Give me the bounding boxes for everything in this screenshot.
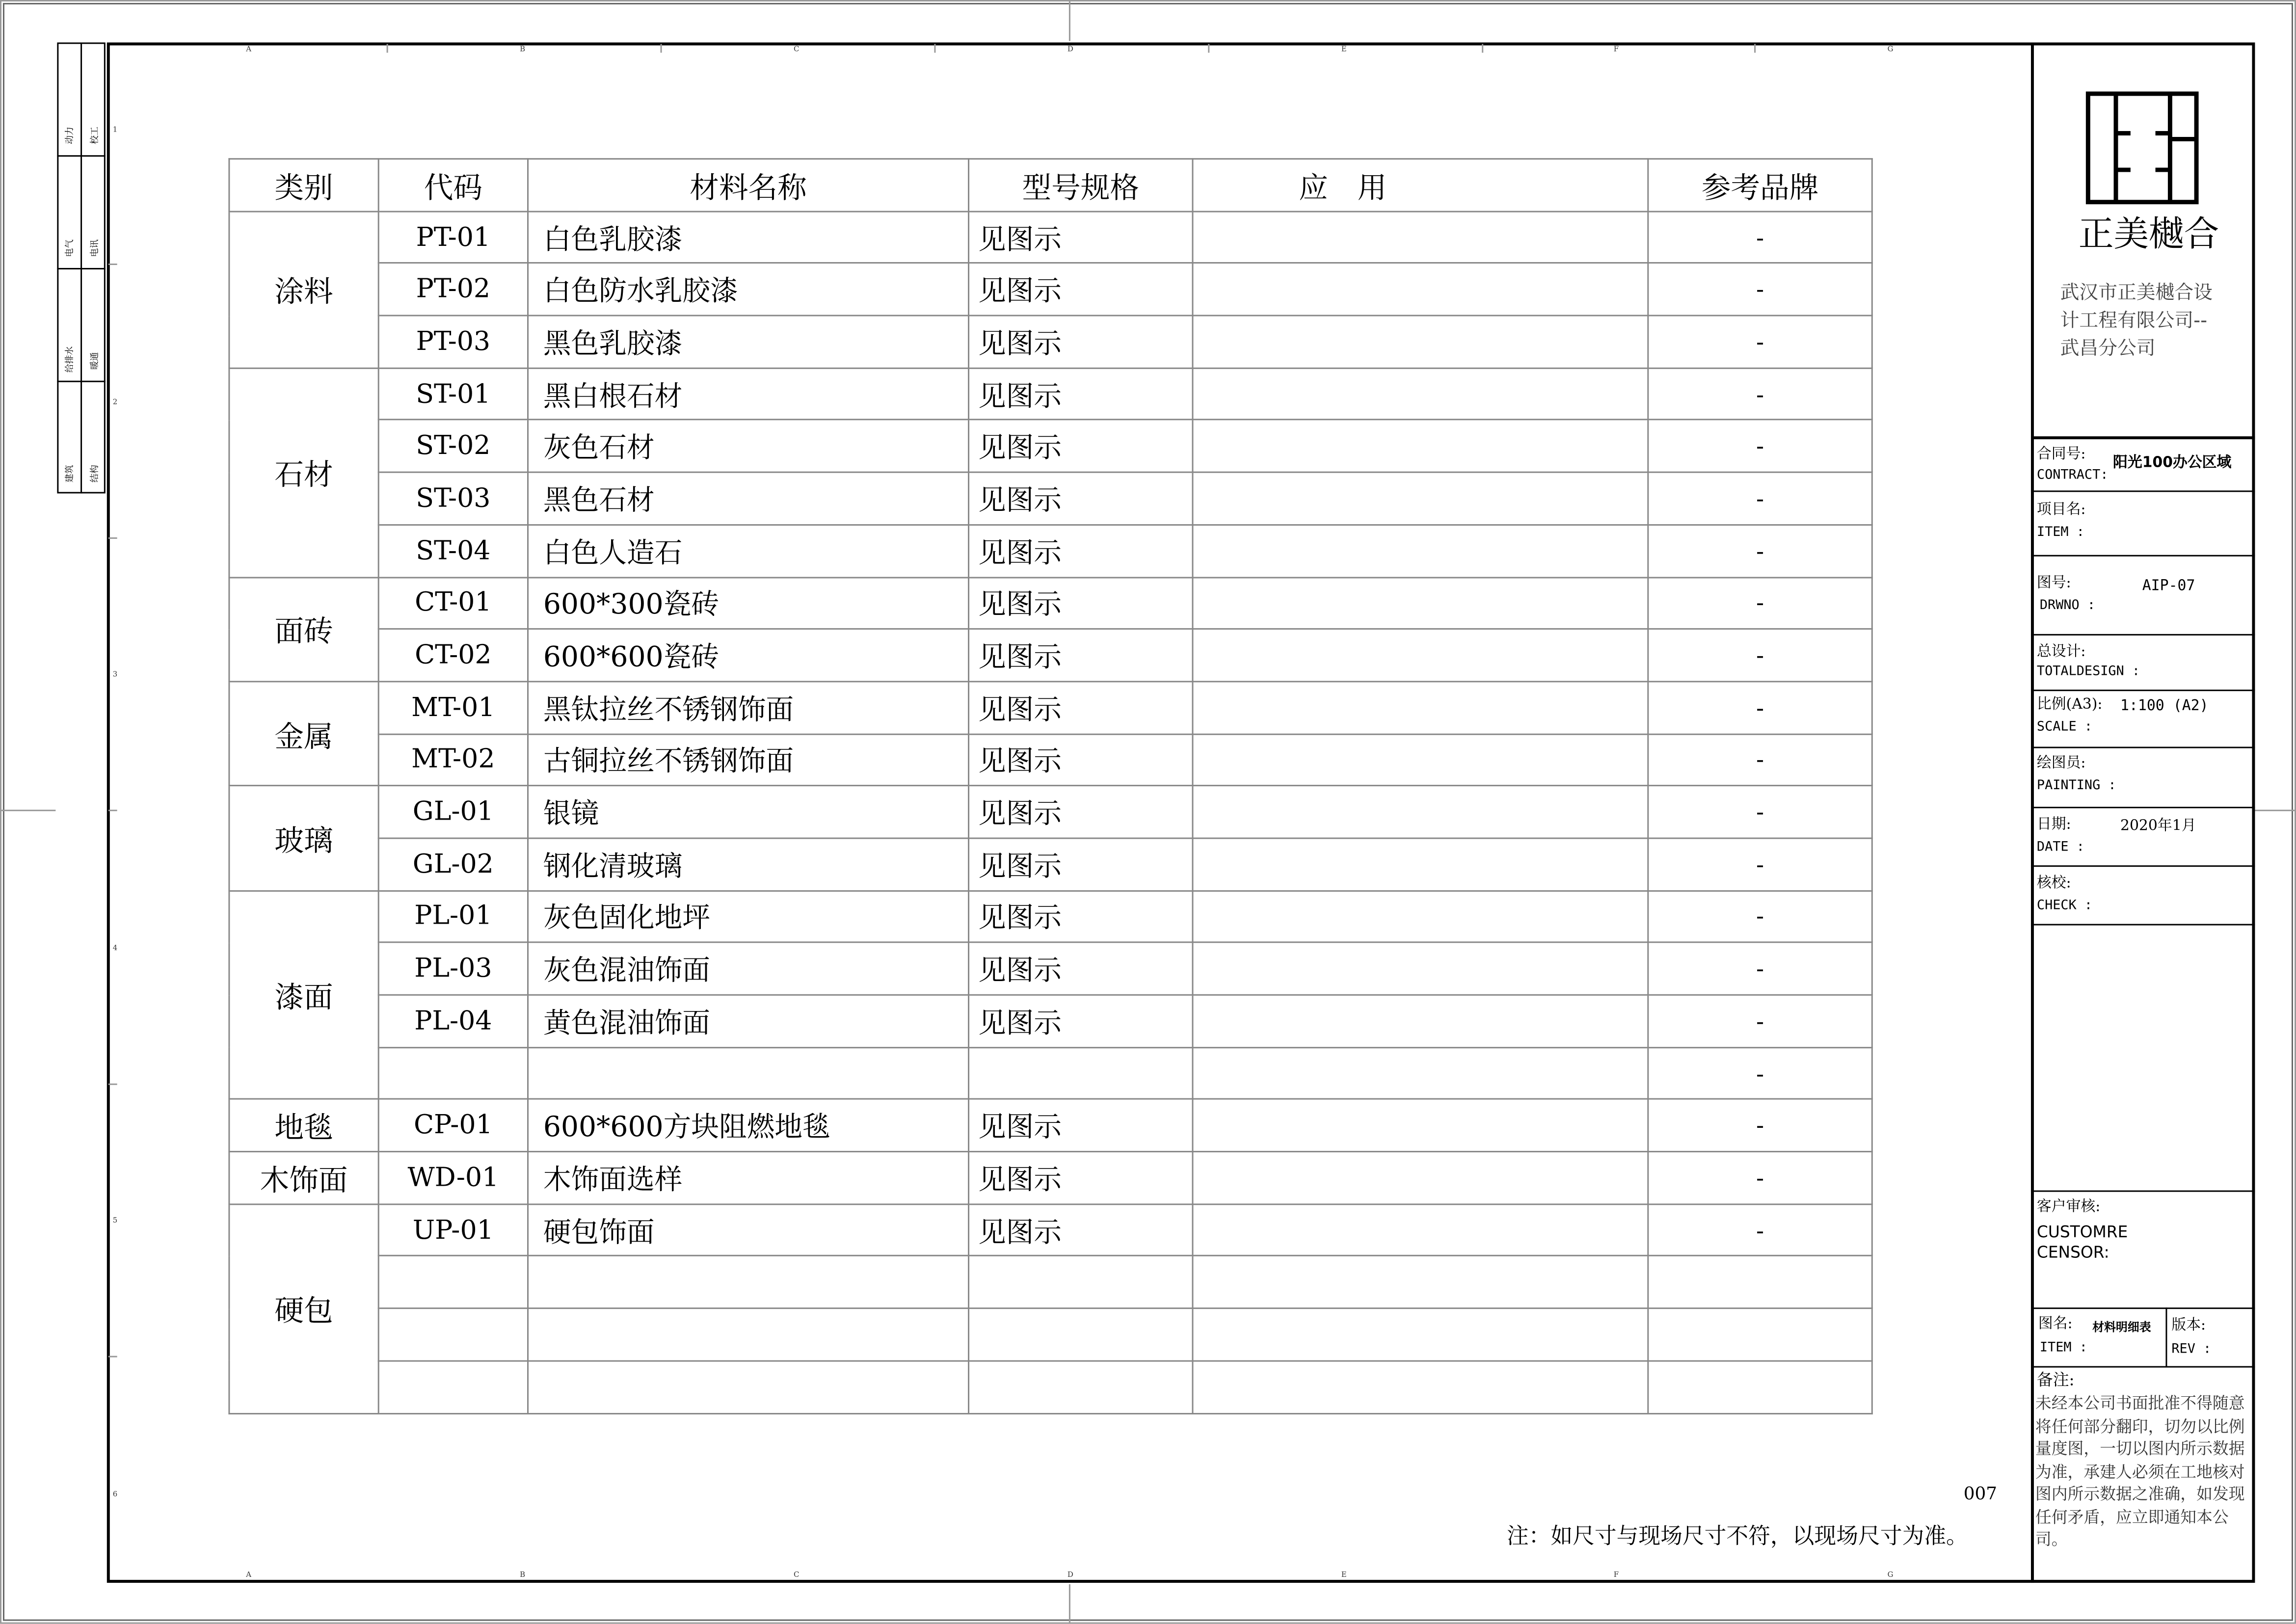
drwno-en: DRWNO : [2039, 599, 2096, 614]
cell-category: 地毯 [229, 1099, 378, 1151]
cell-brand: - [1648, 629, 1872, 681]
cell-spec: 见图示 [969, 420, 1193, 472]
item-en: ITEM : [2036, 526, 2084, 540]
logo-text: 正美樾合 [2078, 213, 2219, 255]
cell-name: 银镜 [528, 786, 969, 838]
tb-rule [2031, 1191, 2255, 1192]
tb-rule [2031, 490, 2255, 492]
strip-label: 建筑 [65, 465, 76, 483]
cell-code: PT-02 [378, 264, 528, 316]
cell-spec [969, 1308, 1193, 1360]
ruler-letter: B [520, 1571, 526, 1580]
painting-en: PAINTING : [2036, 779, 2116, 794]
cell-spec: 见图示 [969, 473, 1193, 525]
strip-label: 动力 [65, 127, 76, 144]
cell-category: 金属 [229, 681, 378, 786]
ruler-tick [108, 537, 117, 539]
company-name-line: 计工程有限公司-- [2060, 310, 2208, 333]
cell-usage [1193, 734, 1648, 786]
scale-en: SCALE : [2036, 720, 2093, 735]
cell-name: 600*600方块阻燃地毯 [528, 1099, 969, 1151]
cell-spec: 见图示 [969, 1099, 1193, 1151]
tb-rule [2031, 807, 2255, 808]
drwno-value: AIP-07 [2142, 578, 2195, 595]
tb-rule [2031, 747, 2255, 748]
ruler-letter: A [246, 1571, 252, 1580]
cell-usage [1193, 473, 1648, 525]
table-row [229, 1204, 1872, 1256]
ruler-number: 4 [112, 944, 118, 954]
cell-code: GL-02 [378, 838, 528, 890]
cell-brand: - [1648, 943, 1872, 995]
table-row [229, 943, 1872, 995]
cell-spec: 见图示 [969, 681, 1193, 733]
company-name-line: 武汉市正美樾合设 [2060, 282, 2213, 305]
customer-en-1: CUSTOMRE [2036, 1223, 2128, 1242]
cell-name [528, 1256, 969, 1308]
ruler-letter: F [1613, 1571, 1619, 1580]
ruler-number: 5 [112, 1217, 118, 1226]
table-row [229, 995, 1872, 1047]
table-row [229, 734, 1872, 786]
cell-code: PL-03 [378, 943, 528, 995]
table-row [229, 473, 1872, 525]
figname-label: 图名: [2038, 1316, 2073, 1332]
cell-name: 木饰面选样 [528, 1152, 969, 1204]
painting-label: 绘图员: [2036, 755, 2086, 772]
cell-code: MT-02 [378, 734, 528, 786]
sheet-number: 007 [1963, 1483, 1998, 1504]
tb-rule [2031, 865, 2255, 867]
table-row [229, 1099, 1872, 1151]
cell-usage [1193, 211, 1648, 263]
ruler-letter: B [520, 45, 526, 54]
cell-category: 木饰面 [229, 1152, 378, 1204]
strip-divider [57, 268, 105, 269]
cell-category: 石材 [229, 368, 378, 577]
header-code: 代码 [378, 159, 528, 211]
strip-label: 暖通 [90, 352, 101, 370]
strip-divider [57, 381, 105, 382]
tb-rule [2031, 634, 2255, 636]
ruler-number: 2 [112, 398, 118, 407]
cell-name: 白色人造石 [528, 525, 969, 577]
center-mark-top [1069, 0, 1070, 41]
cell-usage [1193, 995, 1648, 1047]
item-label: 项目名: [2036, 502, 2086, 519]
ruler-letter: F [1613, 45, 1619, 54]
cell-code: CP-01 [378, 1099, 528, 1151]
cell-name: 白色防水乳胶漆 [528, 264, 969, 316]
center-mark-left [0, 810, 55, 811]
strip-label: 给排水 [65, 346, 76, 373]
cell-code: ST-01 [378, 368, 528, 420]
cell-usage [1193, 786, 1648, 838]
cell-code: PL-04 [378, 995, 528, 1047]
cell-brand: - [1648, 786, 1872, 838]
table-row [229, 525, 1872, 577]
cell-name: 灰色石材 [528, 420, 969, 472]
strip-label: 电气 [65, 239, 76, 257]
ruler-letter: C [794, 45, 800, 54]
cell-brand [1648, 1308, 1872, 1360]
tb-rule [2031, 555, 2255, 557]
cell-spec: 见图示 [969, 995, 1193, 1047]
cell-name: 古铜拉丝不锈钢饰面 [528, 734, 969, 786]
remarks-text: 未经本公司书面批准不得随意将任何部分翻印，切勿以比例量度图，一切以图内所示数据为准，承建人必须在工地核对图内所示数据之准确，如发现任何矛盾，应立即通知本公司。 [2035, 1394, 2245, 1549]
cell-name: 黄色混油饰面 [528, 995, 969, 1047]
customer-en-2: CENSOR: [2036, 1243, 2109, 1262]
total-design-label: 总设计: [2036, 644, 2086, 661]
cell-usage [1193, 1256, 1648, 1308]
cell-brand: - [1648, 211, 1872, 263]
cell-spec: 见图示 [969, 211, 1193, 263]
cell-usage [1193, 681, 1648, 733]
cell-brand: - [1648, 473, 1872, 525]
ruler-tick [108, 810, 117, 811]
cell-code: ST-04 [378, 525, 528, 577]
contract-value: 阳光100办公区域 [2113, 455, 2232, 472]
cell-code [378, 1256, 528, 1308]
materials-table [228, 158, 1872, 1413]
cell-name: 硬包饰面 [528, 1204, 969, 1256]
cell-usage [1193, 420, 1648, 472]
table-row [229, 368, 1872, 420]
cell-brand: - [1648, 1099, 1872, 1151]
cell-brand: - [1648, 264, 1872, 316]
ruler-number: 6 [112, 1491, 118, 1500]
ruler-letter: G [1887, 45, 1894, 54]
table-row [229, 316, 1872, 368]
cell-name [528, 1308, 969, 1360]
ruler-letter: E [1341, 45, 1347, 54]
cell-spec: 见图示 [969, 786, 1193, 838]
header-name: 材料名称 [528, 159, 969, 211]
figname-value: 材料明细表 [2092, 1321, 2151, 1334]
table-row [229, 1308, 1872, 1360]
scale-value: 1:100 (A2) [2120, 698, 2209, 715]
cell-code: PL-01 [378, 890, 528, 942]
ruler-letter: D [1067, 45, 1073, 54]
tb-rule [2031, 1366, 2255, 1368]
check-en: CHECK : [2036, 899, 2093, 914]
cell-code: CT-02 [378, 629, 528, 681]
cell-code: CT-01 [378, 577, 528, 629]
ruler-letter: C [794, 1571, 800, 1580]
cell-code [378, 1308, 528, 1360]
date-en: DATE : [2036, 840, 2084, 855]
cell-brand [1648, 1256, 1872, 1308]
cell-code: WD-01 [378, 1152, 528, 1204]
table-row [229, 211, 1872, 263]
cell-spec: 见图示 [969, 734, 1193, 786]
cell-usage [1193, 1308, 1648, 1360]
tb-rule [2031, 436, 2255, 439]
ruler-letter: E [1341, 1571, 1347, 1580]
cell-spec: 见图示 [969, 577, 1193, 629]
cell-category: 涂料 [229, 211, 378, 368]
strip-divider [57, 155, 105, 157]
cell-spec: 见图示 [969, 316, 1193, 368]
cell-spec: 见图示 [969, 943, 1193, 995]
ruler-letter: A [246, 45, 252, 54]
cell-name [528, 1047, 969, 1099]
cell-spec: 见图示 [969, 838, 1193, 890]
cell-code: PT-03 [378, 316, 528, 368]
cell-brand: - [1648, 890, 1872, 942]
cell-spec: 见图示 [969, 1204, 1193, 1256]
cell-brand: - [1648, 1152, 1872, 1204]
rev-label: 版本: [2171, 1318, 2206, 1334]
ruler-number: 1 [112, 126, 118, 135]
cell-brand: - [1648, 368, 1872, 420]
cell-usage [1193, 1152, 1648, 1204]
cell-spec: 见图示 [969, 890, 1193, 942]
ruler-tick [1208, 44, 1209, 53]
cell-usage [1193, 1361, 1648, 1413]
materials-table-body [229, 211, 1872, 1413]
ruler-tick [1754, 44, 1756, 53]
ruler-number: 3 [112, 670, 118, 680]
total-design-en: TOTALDESIGN : [2036, 665, 2140, 680]
ruler-tick [934, 44, 935, 53]
cell-name: 黑色石材 [528, 473, 969, 525]
scale-label: 比例(A3): [2036, 697, 2103, 713]
cell-brand: - [1648, 734, 1872, 786]
cell-name: 灰色固化地坪 [528, 890, 969, 942]
contract-en: CONTRACT: [2036, 468, 2109, 483]
date-value: 2020年1月 [2120, 818, 2196, 835]
header-spec: 型号规格 [969, 159, 1193, 211]
cell-code [378, 1047, 528, 1099]
company-name [2060, 280, 2213, 363]
ruler-tick [108, 1084, 117, 1085]
drwno-label: 图号: [2036, 575, 2071, 592]
ruler-letter: D [1067, 1571, 1073, 1580]
cell-name: 黑白根石材 [528, 368, 969, 420]
date-label: 日期: [2036, 817, 2071, 833]
ruler-tick [661, 44, 662, 53]
cell-brand [1648, 1361, 1872, 1413]
cell-usage [1193, 1099, 1648, 1151]
tb-rule [2165, 1307, 2167, 1366]
ruler-tick [108, 264, 117, 265]
cell-spec: 见图示 [969, 1152, 1193, 1204]
strip-label: 结构 [90, 465, 101, 483]
ruler-tick [387, 44, 388, 53]
table-header-row [229, 159, 1872, 211]
cell-name: 灰色混油饰面 [528, 943, 969, 995]
strip-label: 电讯 [90, 239, 101, 257]
cell-category: 漆面 [229, 890, 378, 1099]
table-row [229, 681, 1872, 733]
table-row [229, 1256, 1872, 1308]
cell-spec: 见图示 [969, 629, 1193, 681]
cell-code: GL-01 [378, 786, 528, 838]
cell-name: 600*300瓷砖 [528, 577, 969, 629]
cell-brand: - [1648, 995, 1872, 1047]
tb-rule [2031, 1307, 2255, 1309]
cell-brand: - [1648, 420, 1872, 472]
title-block-divider [2031, 43, 2034, 1583]
table-row [229, 786, 1872, 838]
cell-usage [1193, 525, 1648, 577]
cell-name: 黑钛拉丝不锈钢饰面 [528, 681, 969, 733]
cell-usage [1193, 577, 1648, 629]
cell-usage [1193, 890, 1648, 942]
cell-category: 玻璃 [229, 786, 378, 890]
table-row [229, 629, 1872, 681]
cell-usage [1193, 838, 1648, 890]
cell-brand: - [1648, 838, 1872, 890]
cell-name: 黑色乳胶漆 [528, 316, 969, 368]
table-row [229, 420, 1872, 472]
strip-label: 校工 [90, 127, 101, 144]
check-label: 核校: [2036, 876, 2071, 892]
rev-en: REV : [2171, 1342, 2212, 1358]
table-row [229, 1361, 1872, 1413]
ruler-letter: G [1887, 1571, 1894, 1580]
ruler-tick [108, 1356, 117, 1358]
cell-usage [1193, 264, 1648, 316]
contract-label: 合同号: [2036, 446, 2086, 463]
header-category: 类别 [229, 159, 378, 211]
cell-brand: - [1648, 681, 1872, 733]
cell-code: UP-01 [378, 1204, 528, 1256]
company-logo-icon [2085, 91, 2199, 205]
header-brand: 参考品牌 [1648, 159, 1872, 211]
tb-rule [2031, 690, 2255, 691]
cell-usage [1193, 316, 1648, 368]
cell-spec: 见图示 [969, 264, 1193, 316]
cell-usage [1193, 943, 1648, 995]
dimension-note: 注：如尺寸与现场尺寸不符，以现场尺寸为准。 [1506, 1522, 1968, 1549]
tb-rule [2031, 924, 2255, 926]
cell-category: 面砖 [229, 577, 378, 681]
cell-code: ST-02 [378, 420, 528, 472]
cell-code [378, 1361, 528, 1413]
header-usage: 应 用 [1193, 159, 1648, 211]
cell-usage [1193, 629, 1648, 681]
company-name-line: 武昌分公司 [2060, 338, 2156, 360]
cell-brand: - [1648, 316, 1872, 368]
center-mark-right [2255, 810, 2296, 811]
table-row [229, 890, 1872, 942]
cell-spec: 见图示 [969, 525, 1193, 577]
cell-brand: - [1648, 1047, 1872, 1099]
cell-code: MT-01 [378, 681, 528, 733]
cell-brand: - [1648, 577, 1872, 629]
table-row [229, 838, 1872, 890]
ruler-tick [1482, 44, 1483, 53]
cell-category: 硬包 [229, 1204, 378, 1413]
remarks-label: 备注: [2036, 1370, 2075, 1390]
figname-en: ITEM : [2039, 1341, 2087, 1356]
cell-brand: - [1648, 525, 1872, 577]
cell-name [528, 1361, 969, 1413]
cell-brand: - [1648, 1204, 1872, 1256]
cell-code: PT-01 [378, 211, 528, 263]
table-row [229, 577, 1872, 629]
cell-usage [1193, 1047, 1648, 1099]
table-row [229, 1152, 1872, 1204]
customer-label: 客户审核: [2036, 1199, 2101, 1216]
cell-name: 钢化清玻璃 [528, 838, 969, 890]
cell-usage [1193, 368, 1648, 420]
cell-spec [969, 1047, 1193, 1099]
table-row [229, 264, 1872, 316]
table-row [229, 1047, 1872, 1099]
cell-name: 600*600瓷砖 [528, 629, 969, 681]
cell-spec [969, 1361, 1193, 1413]
cell-usage [1193, 1204, 1648, 1256]
cell-name: 白色乳胶漆 [528, 211, 969, 263]
cell-code: ST-03 [378, 473, 528, 525]
cell-spec [969, 1256, 1193, 1308]
cell-spec: 见图示 [969, 368, 1193, 420]
center-mark-bottom [1069, 1584, 1070, 1624]
